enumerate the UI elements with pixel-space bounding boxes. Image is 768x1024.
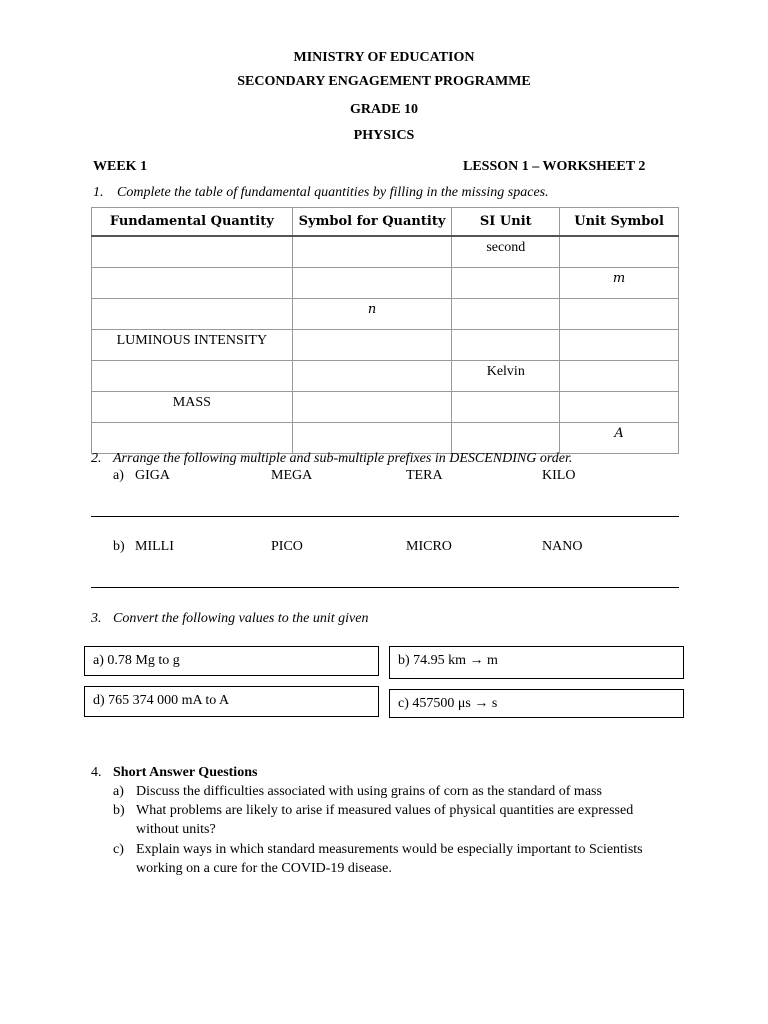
- table-cell[interactable]: [92, 423, 293, 454]
- q4c-text-cont: working on a cure for the COVID-19 disease.: [136, 861, 392, 876]
- table-cell[interactable]: MASS: [92, 392, 293, 423]
- q2-number: 2.: [91, 451, 102, 466]
- table-cell[interactable]: [92, 236, 293, 268]
- table-cell[interactable]: [292, 392, 452, 423]
- q4b-text: What problems are likely to arise if measured values of physical quantities are expressed: [136, 803, 634, 818]
- table-cell[interactable]: [292, 268, 452, 299]
- q4-title: Short Answer Questions: [113, 765, 258, 780]
- table-cell[interactable]: second: [452, 236, 560, 268]
- conversion-box-a[interactable]: a) 0.78 Mg to g: [84, 646, 379, 676]
- column-header: Symbol for Quantity: [292, 208, 452, 237]
- table-cell[interactable]: [452, 392, 560, 423]
- table-cell[interactable]: [452, 299, 560, 330]
- table-cell[interactable]: [92, 268, 293, 299]
- q4a-label: a): [113, 784, 124, 799]
- table-cell[interactable]: [560, 392, 679, 423]
- conversion-box-b[interactable]: b) 74.95 km → m: [389, 646, 684, 679]
- table-cell[interactable]: m: [560, 268, 679, 299]
- q2a-label: a): [113, 468, 124, 483]
- q2b-label: b): [113, 539, 125, 554]
- table-header-row: [92, 208, 679, 237]
- table-cell[interactable]: [560, 299, 679, 330]
- q2-text: Arrange the following multiple and sub-multiple prefixes in DESCENDING order.: [113, 451, 573, 466]
- table-row: [92, 299, 679, 330]
- prefix-item: PICO: [271, 539, 303, 554]
- table-cell[interactable]: Kelvin: [452, 361, 560, 392]
- table-cell[interactable]: [452, 423, 560, 454]
- header-grade: GRADE 10: [349, 102, 419, 117]
- header-subject: PHYSICS: [353, 128, 415, 143]
- table-cell[interactable]: [560, 236, 679, 268]
- table-cell[interactable]: [452, 268, 560, 299]
- q4b-text-cont: without units?: [136, 822, 216, 837]
- table-row: [92, 361, 679, 392]
- table-cell[interactable]: [560, 330, 679, 361]
- prefix-item: KILO: [542, 468, 576, 483]
- column-header: Unit Symbol: [560, 208, 679, 237]
- table-cell[interactable]: LUMINOUS INTENSITY: [92, 330, 293, 361]
- table-row: [92, 423, 679, 454]
- table-row: [92, 392, 679, 423]
- answer-line[interactable]: [91, 516, 679, 517]
- table-cell[interactable]: [560, 361, 679, 392]
- column-header: SI Unit: [452, 208, 560, 237]
- table-cell[interactable]: A: [560, 423, 679, 454]
- prefix-item: MEGA: [271, 468, 313, 483]
- answer-line[interactable]: [91, 587, 679, 588]
- q4-number: 4.: [91, 765, 102, 780]
- conversion-box-c[interactable]: c) 457500 μs → s: [389, 689, 684, 718]
- table-cell[interactable]: [452, 330, 560, 361]
- q3-text: Convert the following values to the unit given: [113, 611, 369, 626]
- prefix-item: NANO: [542, 539, 583, 554]
- q4b-label: b): [113, 803, 125, 818]
- conversion-box-d[interactable]: d) 765 374 000 mA to A: [84, 686, 379, 717]
- table-cell[interactable]: [292, 423, 452, 454]
- q4a-text: Discuss the difficulties associated with using grains of corn as the standard of mass: [136, 784, 602, 799]
- table-cell[interactable]: [292, 236, 452, 268]
- table-cell[interactable]: [292, 330, 452, 361]
- table-cell[interactable]: [92, 361, 293, 392]
- header-ministry: MINISTRY OF EDUCATION: [293, 50, 475, 65]
- q1-number: 1.: [93, 185, 104, 200]
- q3-number: 3.: [91, 611, 102, 626]
- table-row: [92, 268, 679, 299]
- header-programme: SECONDARY ENGAGEMENT PROGRAMME: [237, 74, 531, 89]
- q1-text: Complete the table of fundamental quantities by filling in the missing spaces.: [117, 185, 549, 200]
- prefix-item: MILLI: [135, 539, 174, 554]
- fundamental-quantities-table: [91, 207, 679, 454]
- q4c-text: Explain ways in which standard measurements would be especially important to Scientists: [136, 842, 643, 857]
- table-row: [92, 330, 679, 361]
- prefix-item: GIGA: [135, 468, 170, 483]
- table-cell[interactable]: [92, 299, 293, 330]
- lesson-label: LESSON 1 – WORKSHEET 2: [463, 159, 646, 174]
- week-label: WEEK 1: [93, 159, 148, 174]
- prefix-item: MICRO: [406, 539, 452, 554]
- prefix-item: TERA: [406, 468, 443, 483]
- table-row: [92, 236, 679, 268]
- table-cell[interactable]: [292, 361, 452, 392]
- q4c-label: c): [113, 842, 124, 857]
- column-header: Fundamental Quantity: [92, 208, 293, 237]
- table-cell[interactable]: n: [292, 299, 452, 330]
